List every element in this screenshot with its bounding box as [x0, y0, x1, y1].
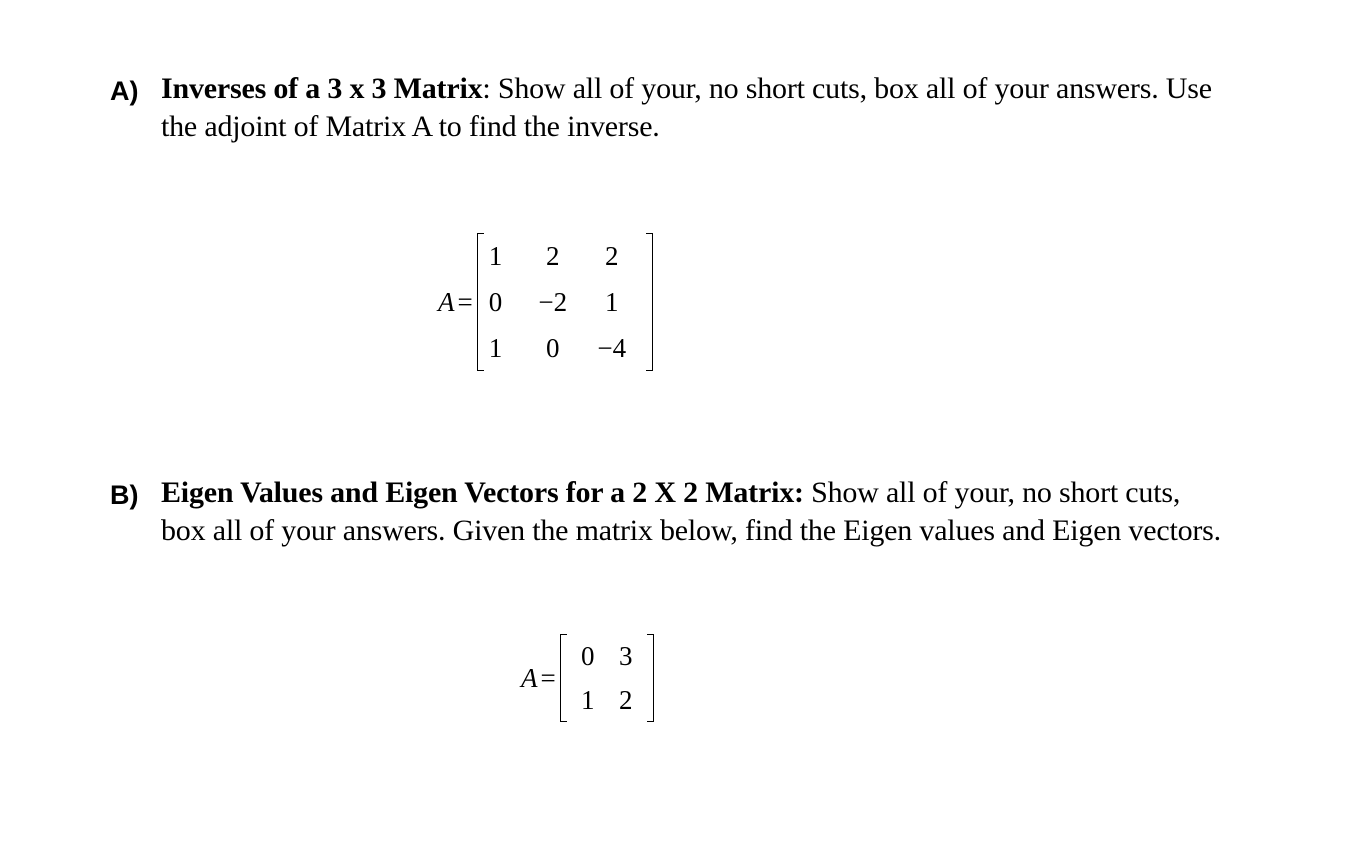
problem-b-marker: B) — [110, 480, 139, 510]
problem-b — [110, 474, 1330, 550]
problem-b-text — [161, 474, 1330, 550]
matrix-cell: −2 — [538, 286, 568, 317]
problem-a-colon: : — [482, 72, 491, 105]
problem-b-title: Eigen Values and Eigen Vectors for a 2 X 2 Matrix: — [161, 476, 804, 509]
problem-a-marker: A) — [110, 76, 139, 106]
problem-b-body-line1: Show all of your, no short cuts, — [803, 476, 1181, 509]
matrix-cell: −4 — [597, 332, 627, 363]
matrix-cell: 2 — [545, 240, 560, 271]
matrix-2x2 — [560, 634, 654, 722]
problem-a-title: Inverses of a 3 x 3 Matrix — [161, 72, 483, 105]
matrix-cell: 1 — [488, 240, 503, 271]
matrix-cell: 2 — [604, 240, 619, 271]
problem-a-equation — [438, 232, 653, 372]
matrix-3x3 — [477, 233, 653, 371]
matrix-cell: 1 — [580, 684, 595, 715]
equals-sign: = — [540, 662, 556, 693]
matrix-cell: 3 — [618, 640, 633, 671]
matrix-b-name: A — [521, 662, 538, 693]
matrix-cell: 2 — [618, 684, 633, 715]
problem-a — [110, 70, 1330, 146]
matrix-cell: 1 — [488, 332, 503, 363]
problem-b-body-line2: box all of your answers. Given the matrix below, find the Eigen values and Eigen vectors. — [161, 514, 1221, 547]
problem-a-body-line1: Show all of your, no short cuts, box all of your answers. Use — [490, 72, 1212, 105]
matrix-cell: 0 — [580, 640, 595, 671]
equals-sign: = — [457, 286, 473, 317]
problem-a-text — [161, 70, 1330, 146]
problem-a-body-line2: the adjoint of Matrix A to find the inverse. — [161, 110, 660, 143]
matrix-cell: 1 — [604, 286, 619, 317]
matrix-a-name: A — [438, 286, 455, 317]
matrix-cell: 0 — [488, 286, 503, 317]
matrix-cell: 0 — [545, 332, 560, 363]
problem-b-equation — [521, 634, 654, 722]
